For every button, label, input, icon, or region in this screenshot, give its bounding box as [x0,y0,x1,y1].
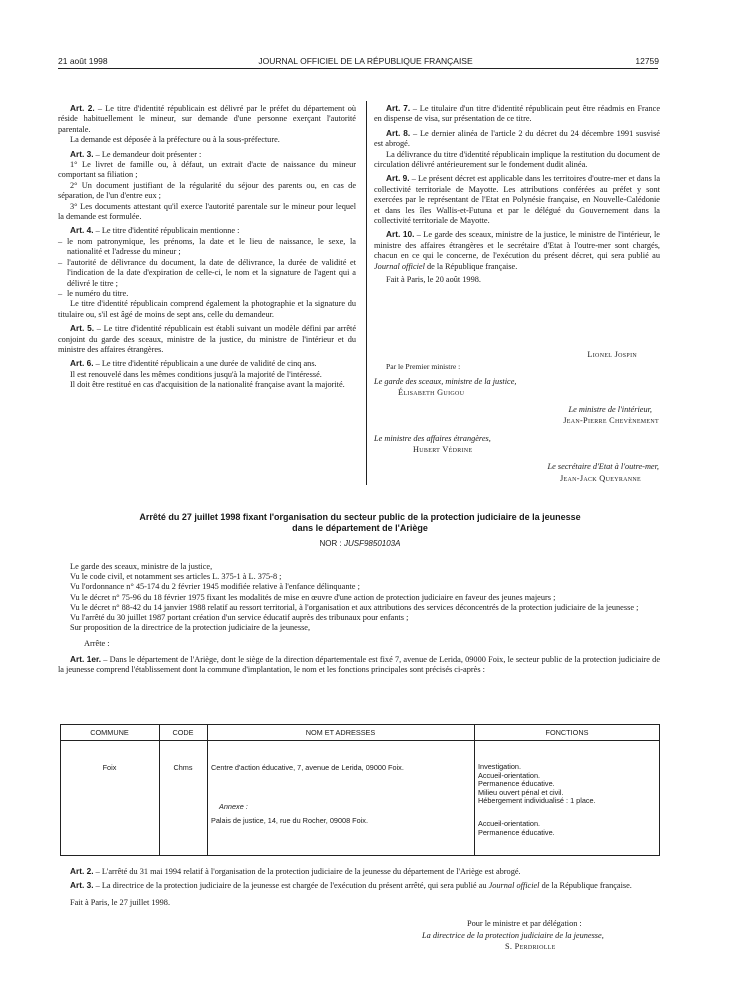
col-header-name: NOM ET ADRESSES [207,724,474,741]
visa-line: Sur proposition de la directrice de la protection judiciaire de la jeunesse, [70,623,311,633]
art1-label: Art. 1er. [70,653,102,664]
art4-label: Art. 4. [70,225,94,236]
art2-text: – Le titre d'identité républicain est délivré par le préfet du département où réside habituellement le mineur, sur demande d'une personne exerçant l'autorité parentale. [58,104,356,134]
art2-p2: La demande est déposée à la préfecture ou à la sous-préfecture. [70,135,280,145]
art2-label: Art. 2. [70,103,95,113]
function-item: Accueil-orientation. [478,818,541,828]
art8-label: Art. 8. [386,127,411,138]
art3-text: – Le demandeur doit présenter : [93,149,202,159]
visa-line: Vu le décret n° 88-42 du 14 janvier 1988 relatif au ressort territorial, à l'organisation et aux attributions des services déconcentrés de la protection judiciaire de la jeunesse ; [70,602,639,612]
pm-intro: Par le Premier ministre : [386,362,461,371]
arrete-art3-journal-ref: Journal officiel [488,881,540,891]
function-item: Milieu ouvert pénal et civil. [478,787,564,797]
col-header-code: CODE [159,724,207,741]
arrete-art3-tail: de la République française. [539,881,632,891]
art4-p2: Le titre d'identité républicain comprend également la photographie et la signature du titulaire ou, s'il est âgé de moins de sept ans, celle du demandeur. [58,299,356,319]
arrete-art2-text: – L'arrêté du 31 mai 1994 relatif à l'organisation de la protection judiciaire de la jeunesse du département de l'Ariège est abrogé. [93,867,521,876]
arrete-art3-text: – La directrice de la protection judiciaire de la jeunesse est chargée de l'exécution du présent arrêté, qui sera publié au [93,881,489,891]
header-page-number: 12759 [635,56,659,66]
arrete-done-at: Fait à Paris, le 27 juillet 1998. [70,898,171,908]
sig2-name: Jean-Pierre Chevènement [563,416,659,425]
decree-done-at: Fait à Paris, le 20 août 1998. [386,275,481,285]
header-journal-title: JOURNAL OFFICIEL DE LA RÉPUBLIQUE FRANÇAISE [258,56,473,66]
establishments-table [60,724,660,837]
arrete-sig-name: S. Perdriolle [505,942,556,951]
col-header-functions: FONCTIONS [474,724,660,741]
art8-p2: La délivrance du titre d'identité républicain implique la restitution du document de circulation délivré antérieurement sur le fondement dudit alinéa. [374,149,660,170]
art1-text: – Dans le département de l'Ariège, dont le siège de la direction départementale est fixé 7, avenue de Lerida, 09000 Foix, le secteur public de la protection judiciaire de la jeunesse comprend l'établissement dont la commune d'implantation, le nom et les fonctions principales sont précisés ci-après : [58,654,661,674]
art6-label: Art. 6. [70,358,94,369]
arrete-word: Arrête : [84,639,110,649]
sig4-title: Le secrétaire d'Etat à l'outre-mer, [547,462,659,471]
header-date: 21 août 1998 [58,56,108,66]
visa-line: Vu l'arrêté du 30 juillet 1987 portant création d'un service éducatif auprès des tribunaux pour enfants ; [70,613,409,623]
art7-text: – Le titulaire d'un titre d'identité républicain peut être réadmis en France en dispense de visa, sur présentation de ce titre. [374,104,661,124]
cell-commune: Foix [102,763,117,772]
arrete-title-line1: Arrêté du 27 juillet 1998 fixant l'organisation du secteur public de la protection judiciaire de la jeunesse [139,512,581,522]
art6-p2: Il est renouvelé dans les mêmes conditions jusqu'à la majorité de l'intéressé. [70,369,322,379]
art3-label: Art. 3. [70,148,94,159]
cell-name-main: Centre d'action éducative, 7, avenue de Lerida, 09000 Foix. [211,763,404,772]
column-divider [366,101,367,485]
left-column [58,103,356,391]
sig3-title: Le ministre des affaires étrangères, [374,434,491,443]
art10-text: – Le garde des sceaux, ministre de la justice, le ministre de l'intérieur, le ministre des affaires étrangères et le secrétaire d'Etat à l'outre-mer sont chargés, chacun en ce qui le concerne, de l'exécution du présent décret, qui sera publié au [374,230,660,261]
art3-item: 2° Un document justifiant de la régularité du séjour des parents ou, en cas de séparation, de l'un d'entre eux ; [58,180,356,201]
visa-line: Le garde des sceaux, ministre de la justice, [70,562,213,571]
function-item: Hébergement individualisé : 1 place. [478,796,596,806]
function-item: Accueil-orientation. [478,770,541,780]
art7-label: Art. 7. [386,103,411,113]
art4-item: – le numéro du titre. [58,289,356,299]
nor-reference [60,539,660,548]
right-column [374,103,660,286]
art6-p3: Il doit être restitué en cas d'acquisition de la nationalité française avant la majorité. [70,380,345,390]
art10-label: Art. 10. [386,229,415,240]
cell-annexe-label: Annexe : [219,802,248,811]
art10-journal-ref: Journal officiel [374,261,425,271]
nor-value: JUSF9850103A [343,539,401,548]
visa-line: Vu l'ordonnance n° 45-174 du 2 février 1945 modifiée relative à l'enfance délinquante ; [70,582,360,592]
art5-text: – Le titre d'identité républicain est établi suivant un modèle défini par arrêté conjoint du garde des sceaux, ministre de la justice, du ministre de l'intérieur et du ministre des affaires étrangères. [58,324,356,354]
table-row [60,741,660,838]
header-rule [58,68,658,69]
visa-line: Vu le décret n° 75-96 du 18 février 1975 fixant les modalités de mise en œuvre d'une action de protection judiciaire en faveur des jeunes majeurs ; [70,592,556,602]
function-item: Permanence éducative. [478,779,555,789]
nor-label: NOR : [319,539,344,548]
sig1-title: Le garde des sceaux, ministre de la justice, [374,377,517,386]
art4-item: – l'autorité de délivrance du document, la date de délivrance, la durée de validité et l'indication de la date d'expiration de celle-ci, le nom et la signature de l'agent qui a délivré le titre ; [58,258,356,289]
art3-item: 1° Le livret de famille ou, à défaut, un extrait d'acte de naissance du mineur comportant sa filiation ; [58,160,356,180]
function-item: Permanence éducative. [478,827,555,837]
art3-item: 3° Les documents attestant qu'il exerce l'autorité parentale sur le mineur pour lequel la demande est formulée. [58,201,356,222]
col-header-commune: COMMUNE [60,724,159,741]
arrete-sig-title: La directrice de la protection judiciaire de la jeunesse, [422,931,604,940]
final-articles [58,866,660,909]
arrete-title-line2: dans le département de l'Ariège [292,523,428,533]
art5-label: Art. 5. [70,323,95,334]
sig3-name: Hubert Védrine [413,445,473,454]
arrete-art2-label: Art. 2. [70,866,94,876]
cell-name-annexe: Palais de justice, 14, rue du Rocher, 09008 Foix. [211,816,368,825]
sig4-name: Jean-Jack Queyranne [560,474,641,483]
function-item: Investigation. [478,762,521,771]
art9-label: Art. 9. [386,173,410,184]
pm-signature-name: Lionel Jospin [587,350,637,359]
art6-text: – Le titre d'identité républicain a une durée de validité de cinq ans. [93,359,317,369]
visa-line: Vu le code civil, et notamment ses articles L. 375-1 à L. 375-8 ; [70,572,282,582]
cell-code: Chms [173,763,193,772]
arrete-art3-label: Art. 3. [70,880,94,891]
art9-text: – Le présent décret est applicable dans les territoires d'outre-mer et dans la collectivité territoriale de Mayotte. Les attributions conférées au préfet y sont exercées par le représentant de l'Etat en Polynésie française, en Nouvelle-Calédonie et dans les îles Wallis-et-Futuna et par le délégué du Gouvernement dans la collectivité territoriale de Mayotte. [374,174,660,226]
art4-text: – Le titre d'identité républicain mentionne : [93,226,240,236]
art10-tail: de la République française. [424,261,518,271]
art8-text: – Le dernier alinéa de l'article 2 du décret du 24 décembre 1991 susvisé est abrogé. [374,128,660,149]
arrete-sig-intro: Pour le ministre et par délégation : [467,919,582,928]
visas-block [58,562,660,675]
table-header-row [60,724,660,741]
sig1-name: Élisabeth Guigou [398,388,465,397]
sig2-title: Le ministre de l'intérieur, [568,405,652,414]
art4-item: – le nom patronymique, les prénoms, la date et le lieu de naissance, le sexe, la nationalité et l'adresse du mineur ; [58,237,356,258]
